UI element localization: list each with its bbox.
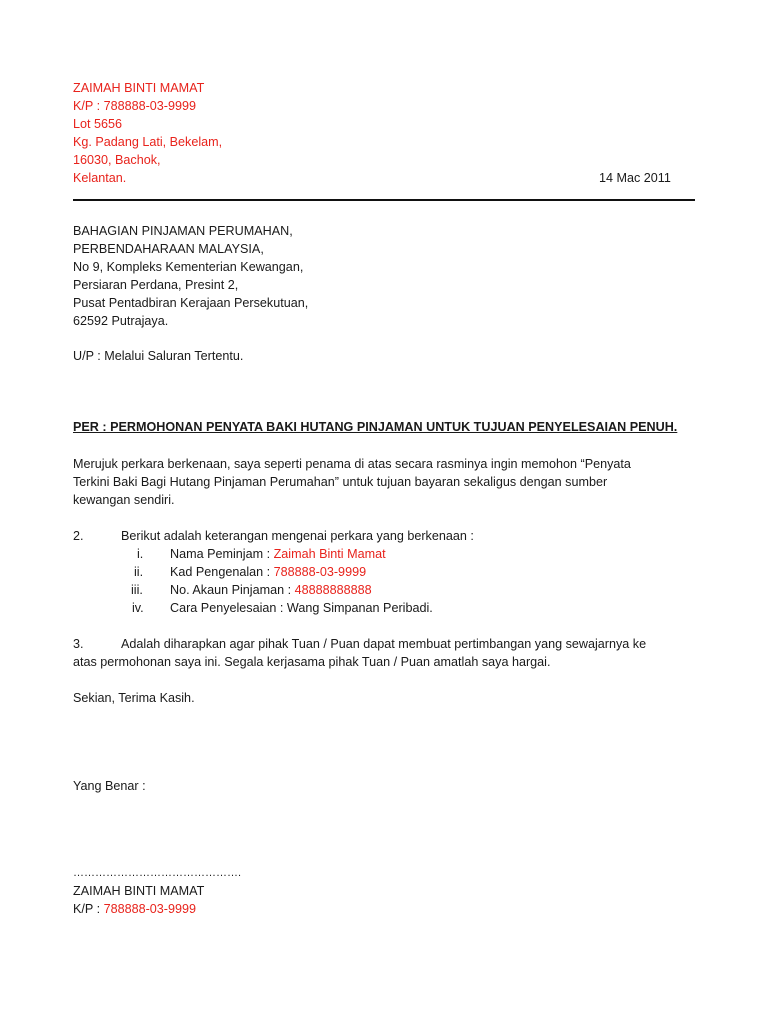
para1-line-1: Merujuk perkara berkenaan, saya seperti penama di atas secara rasminya ingin memohon “Penyata [73,457,631,471]
item-4-label: Cara Penyelesaian : Wang Simpanan Peribadi. [170,601,433,615]
item-3-value: 48888888888 [294,583,372,597]
signature-kp-value: 788888-03-9999 [103,902,197,916]
para1-line-2: Terkini Baki Bagi Hutang Pinjaman Perumahan” untuk tujuan bayaran sekaligus dengan sumber [73,475,608,489]
sender-name: ZAIMAH BINTI MAMAT [73,81,205,95]
item-2-label: Kad Pengenalan : [170,565,274,579]
signature-name: ZAIMAH BINTI MAMAT [73,884,205,898]
sender-address-line-4: Kelantan. [73,171,127,185]
item-2 [170,563,366,581]
closing-line: Sekian, Terima Kasih. [73,691,195,705]
subject-line: PER : PERMOHONAN PENYATA BAKI HUTANG PINJAMAN UNTUK TUJUAN PENYELESAIAN PENUH. [73,420,678,434]
sender-address-line-2: Kg. Padang Lati, Bekelam, [73,135,223,149]
sender-kp: K/P : 788888-03-9999 [73,99,197,113]
item-1-value: Zaimah Binti Mamat [273,547,386,561]
para2-text: Berikut adalah keterangan mengenai perkara yang berkenaan : [121,529,474,543]
item-1-label: Nama Peminjam : [170,547,274,561]
recipient-line-2: PERBENDAHARAAN MALAYSIA, [73,242,264,256]
yang-benar: Yang Benar : [73,779,146,793]
para1-line-3: kewangan sendiri. [73,493,175,507]
item-4 [170,599,433,617]
item-1 [170,545,386,563]
recipient-line-6: 62592 Putrajaya. [73,314,169,328]
para2-number: 2. [73,529,84,543]
item-2-value: 788888-03-9999 [273,565,367,579]
recipient-line-3: No 9, Kompleks Kementerian Kewangan, [73,260,304,274]
para3-number: 3. [73,637,84,651]
attention-line: U/P : Melalui Saluran Tertentu. [73,349,244,363]
sender-address-line-1: Lot 5656 [73,117,123,131]
signature-kp [73,900,196,918]
recipient-line-4: Persiaran Perdana, Presint 2, [73,278,239,292]
item-3-roman: iii. [131,583,143,597]
item-1-roman: i. [137,547,144,561]
para3-line-1: Adalah diharapkan agar pihak Tuan / Puan dapat membuat pertimbangan yang sewajarnya ke [121,637,647,651]
signature-kp-label: K/P : [73,902,104,916]
header-divider [73,199,695,201]
para3-line-2: atas permohonan saya ini. Segala kerjasama pihak Tuan / Puan amatlah saya hargai. [73,655,551,669]
signature-dots: ………………………………………. [73,867,242,879]
item-3-label: No. Akaun Pinjaman : [170,583,295,597]
recipient-line-1: BAHAGIAN PINJAMAN PERUMAHAN, [73,224,293,238]
item-2-roman: ii. [134,565,144,579]
item-3 [170,581,372,599]
sender-address-line-3: 16030, Bachok, [73,153,161,167]
item-4-roman: iv. [132,601,144,615]
recipient-line-5: Pusat Pentadbiran Kerajaan Persekutuan, [73,296,309,310]
letter-date: 14 Mac 2011 [599,171,671,185]
